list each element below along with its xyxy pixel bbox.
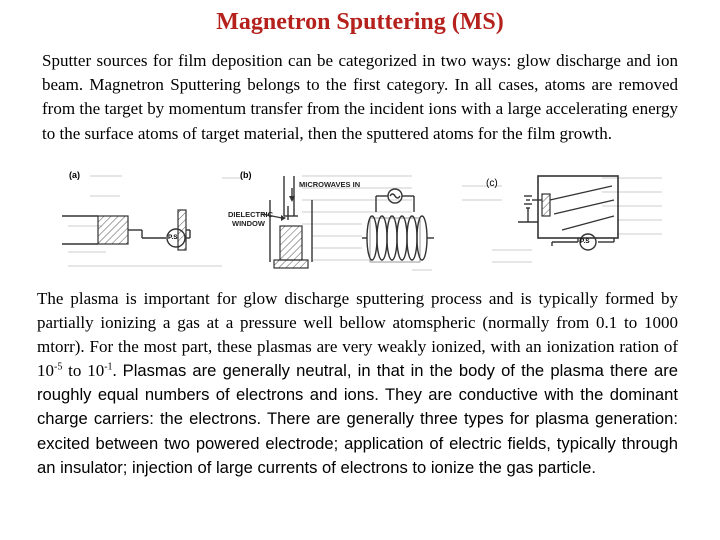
diagram-b xyxy=(228,176,360,268)
diagram-c xyxy=(518,176,618,250)
plasma-text-dot: . xyxy=(112,361,123,381)
sputtering-figure xyxy=(62,166,674,276)
dielectric-label: DIELECTRIC xyxy=(228,210,273,219)
window-label: WINDOW xyxy=(232,219,265,228)
diagram-a xyxy=(62,210,190,250)
power-supply-label-a: P.S xyxy=(168,234,178,241)
microwaves-label: MICROWAVES IN xyxy=(299,180,361,189)
figure-label-c: (c) xyxy=(486,178,498,189)
faint-background-text xyxy=(68,176,662,270)
exponent-2: -1 xyxy=(104,361,113,373)
plasma-text-sans: Plasmas are generally neutral, in that in the body of the plasma there are roughly equal numbers of electrons and ions. They are conductive with the dominant charge carriers: the electrons. There are generally three types for plasma generation: excited between two powered electrode; application of electric fields, typically through an insulator; injection of large currents of electrons to ionize the gas particle. xyxy=(37,361,678,477)
plasma-text-serif: The plasma is important for glow discharge sputtering process and is typically formed by partially ionizing a gas at a pressure well bellow atomspheric (normally from 0.1 to 1000 mtorr). For the most part, these plasmas are very weakly ionized, with an ionization ration of 10 xyxy=(37,289,678,381)
plasma-paragraph xyxy=(37,287,678,480)
page-title: Magnetron Sputtering (MS) xyxy=(216,9,504,35)
figure-label-a: (a) xyxy=(69,170,80,180)
intro-paragraph: Sputter sources for film deposition can be categorized in two ways: glow discharge and ion beam. Magnetron Sputtering belongs to the first category. In all cases, atoms are removed from the target by momentum transfer from the incident ions with a large accelerating energy to the surface atoms of target material, then the sputtered atoms for the film growth. xyxy=(42,51,678,143)
power-supply-label-c: P.S xyxy=(580,238,590,245)
exponent-1: -5 xyxy=(54,361,63,373)
plasma-generation-diagram xyxy=(62,166,674,276)
plasma-text-to: to 10 xyxy=(62,361,105,381)
figure-label-b: (b) xyxy=(240,170,252,180)
